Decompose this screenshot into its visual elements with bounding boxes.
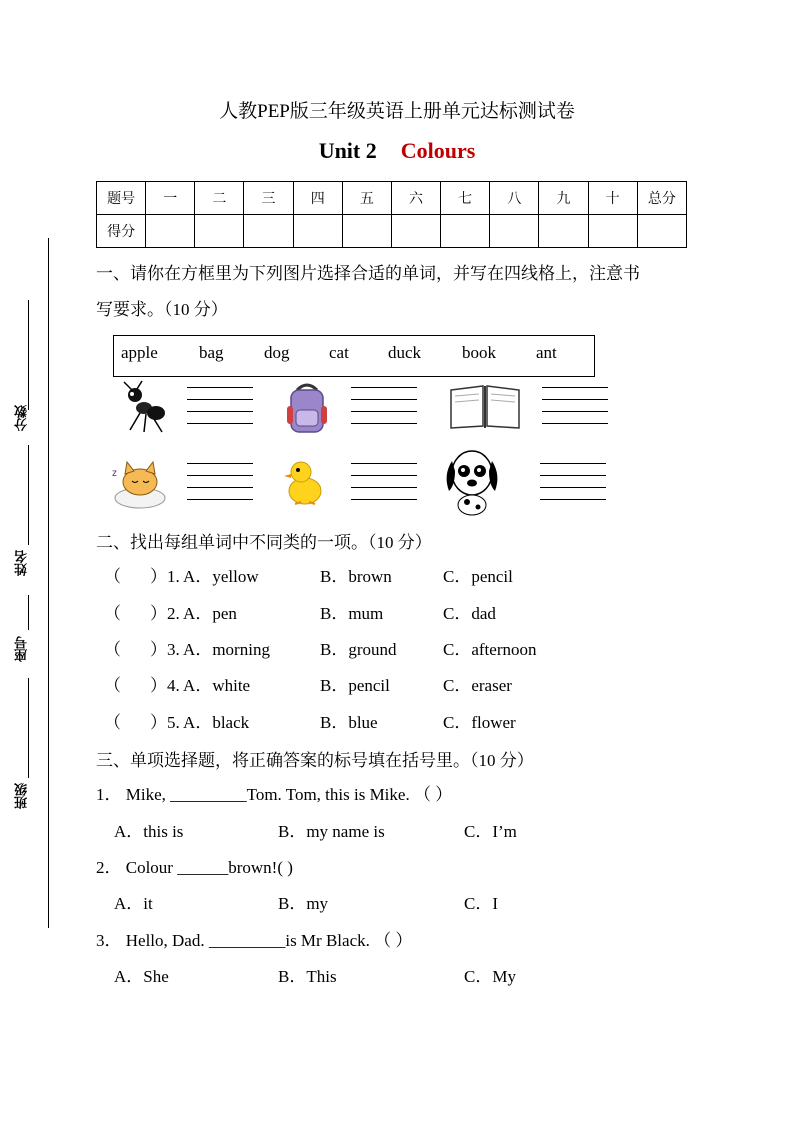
book-picture bbox=[447, 382, 523, 432]
writing-lines[interactable] bbox=[351, 463, 417, 511]
score-row-label: 得分 bbox=[97, 215, 146, 248]
sidebar-class-label: 班级 bbox=[14, 783, 29, 809]
page-title: 人教PEP版三年级英语上册单元达标测试卷 bbox=[219, 101, 575, 122]
bag-picture bbox=[283, 380, 331, 436]
score-header-cell: 三 bbox=[244, 182, 293, 215]
writing-lines[interactable] bbox=[351, 387, 417, 435]
score-header-cell: 六 bbox=[391, 182, 440, 215]
option-c[interactable]: C．I’m bbox=[464, 822, 517, 841]
section3-question-1-stem: 1． Mike, _________Tom. Tom, this is Mike. （ ） bbox=[96, 785, 453, 804]
section3-question-1-options bbox=[0, 817, 794, 853]
writing-lines[interactable] bbox=[540, 463, 606, 511]
question-c-option: C．flower bbox=[443, 713, 516, 732]
score-header-cell: 八 bbox=[490, 182, 539, 215]
word-bank-item: duck bbox=[388, 343, 422, 362]
score-cell[interactable] bbox=[539, 215, 588, 248]
cat-picture bbox=[110, 456, 168, 510]
question-c-option: C．afternoon bbox=[443, 640, 537, 659]
question-b-option: B．blue bbox=[320, 713, 378, 732]
question-b-option: B．mum bbox=[320, 604, 384, 623]
score-header-cell: 七 bbox=[441, 182, 490, 215]
score-cell[interactable] bbox=[391, 215, 440, 248]
section2-question-5 bbox=[0, 708, 794, 744]
word-bank-item: cat bbox=[329, 343, 349, 362]
question-a-option: ）1. A．yellow bbox=[150, 567, 259, 586]
dog-picture bbox=[443, 445, 501, 519]
option-a[interactable]: A．it bbox=[114, 894, 153, 913]
question-a-option: ）4. A．white bbox=[150, 676, 251, 695]
score-cell[interactable] bbox=[293, 215, 342, 248]
duck-picture bbox=[283, 456, 325, 510]
sidebar-name-label: 姓名 bbox=[14, 550, 29, 576]
option-a[interactable]: A．this is bbox=[114, 822, 184, 841]
score-cell[interactable] bbox=[195, 215, 244, 248]
option-b[interactable]: B．my bbox=[278, 894, 329, 913]
section3-question-3-stem: 3． Hello, Dad. _________is Mr Black. （ ） bbox=[96, 931, 413, 950]
score-cell[interactable] bbox=[244, 215, 293, 248]
section3-question-3-options bbox=[0, 962, 794, 998]
score-cell[interactable] bbox=[342, 215, 391, 248]
section3-title: 三、单项选择题，将正确答案的标号填在括号里。（10 分） bbox=[96, 751, 534, 770]
score-header-cell: 题号 bbox=[97, 182, 146, 215]
open-paren[interactable]: （ bbox=[104, 713, 121, 732]
word-bank-item: book bbox=[462, 343, 496, 362]
word-bank-item: dog bbox=[264, 343, 290, 362]
name-blank-line bbox=[28, 445, 29, 545]
section1-title-line2: 写要求。（10 分） bbox=[96, 300, 228, 319]
option-c[interactable]: C．I bbox=[464, 894, 498, 913]
unit-name: Colours bbox=[400, 138, 476, 163]
question-a-option: ）2. A．pen bbox=[150, 604, 237, 623]
open-paren[interactable]: （ bbox=[104, 604, 121, 623]
unit-number: Unit 2 bbox=[318, 138, 377, 163]
score-header-cell: 十 bbox=[588, 182, 637, 215]
score-cell[interactable] bbox=[637, 215, 686, 248]
question-b-option: B．ground bbox=[320, 640, 397, 659]
section2-question-1 bbox=[0, 562, 794, 598]
score-cell[interactable] bbox=[146, 215, 195, 248]
writing-lines[interactable] bbox=[187, 387, 253, 435]
option-b[interactable]: B．This bbox=[278, 967, 337, 986]
section2-question-3 bbox=[0, 635, 794, 671]
word-bank-item: ant bbox=[536, 343, 557, 362]
section1-title-line1: 一、请你在方框里为下列图片选择合适的单词，并写在四线格上，注意书 bbox=[96, 264, 640, 283]
section2-question-4 bbox=[0, 671, 794, 707]
score-cell[interactable] bbox=[490, 215, 539, 248]
score-header-cell: 九 bbox=[539, 182, 588, 215]
section2-title: 二、找出每组单词中不同类的一项。（10 分） bbox=[96, 533, 432, 552]
question-c-option: C．dad bbox=[443, 604, 496, 623]
score-header-cell: 总分 bbox=[637, 182, 686, 215]
open-paren[interactable]: （ bbox=[104, 676, 121, 695]
score-cell[interactable] bbox=[588, 215, 637, 248]
score-cell[interactable] bbox=[441, 215, 490, 248]
question-c-option: C．pencil bbox=[443, 567, 513, 586]
option-c[interactable]: C．My bbox=[464, 967, 516, 986]
writing-lines[interactable] bbox=[542, 387, 608, 435]
score-table bbox=[96, 181, 687, 248]
word-bank-item: bag bbox=[199, 343, 224, 362]
option-a[interactable]: A．She bbox=[114, 967, 169, 986]
question-b-option: B．brown bbox=[320, 567, 392, 586]
sidebar-score-label: 分数 bbox=[14, 405, 29, 431]
open-paren[interactable]: （ bbox=[104, 640, 121, 659]
section2-question-2 bbox=[0, 599, 794, 635]
ant-picture bbox=[118, 380, 168, 436]
score-header-cell: 二 bbox=[195, 182, 244, 215]
unit-heading bbox=[0, 138, 794, 164]
word-bank-item: apple bbox=[121, 343, 158, 362]
writing-lines[interactable] bbox=[187, 463, 253, 511]
score-header-cell: 四 bbox=[293, 182, 342, 215]
score-header-cell: 一 bbox=[146, 182, 195, 215]
score-header-cell: 五 bbox=[342, 182, 391, 215]
score-blank-line bbox=[28, 300, 29, 410]
svg-text:z: z bbox=[112, 468, 117, 479]
question-b-option: B．pencil bbox=[320, 676, 390, 695]
sidebar-seat-label: 座号 bbox=[14, 636, 29, 662]
section3-question-2-options bbox=[0, 889, 794, 925]
question-a-option: ）3. A．morning bbox=[150, 640, 270, 659]
word-bank-box bbox=[113, 335, 595, 377]
section3-question-2-stem: 2． Colour ______brown!( ) bbox=[96, 858, 293, 877]
open-paren[interactable]: （ bbox=[104, 567, 121, 586]
option-b[interactable]: B．my name is bbox=[278, 822, 385, 841]
question-c-option: C．eraser bbox=[443, 676, 512, 695]
question-a-option: ）5. A．black bbox=[150, 713, 250, 732]
